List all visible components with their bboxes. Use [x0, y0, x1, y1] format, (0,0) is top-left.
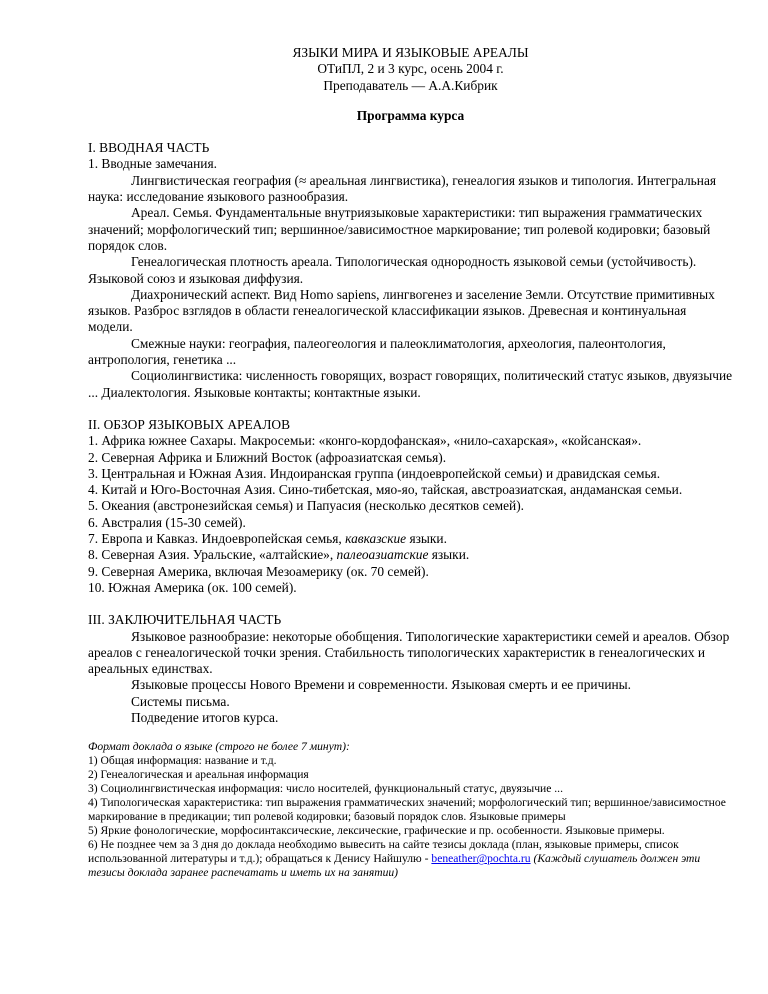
report-format-title: Формат доклада о языке (строго не более 7 минут): [88, 740, 350, 754]
item-text: 8. Северная Азия. Уральские, «алтайские», [88, 547, 337, 563]
list-item: 1) Общая информация: название и т.д. [88, 754, 277, 768]
item-italic-text: кавказские [345, 531, 407, 547]
section-intro [88, 140, 733, 401]
paragraph: Подведение итогов курса. [131, 709, 279, 725]
section-conclusion [88, 612, 733, 726]
list-item: 4) Типологическая характеристика: тип выражения грамматических значений; морфологический тип; вершинное/зависимостное маркирование в предикации; тип ролевой кодировки; базовый порядок слов. Языковые примеры [88, 796, 726, 824]
list-item: 2. Северная Африка и Ближний Восток (афроазиатская семья). [88, 449, 447, 465]
item-text: языки. [406, 531, 447, 547]
list-item: 2) Генеалогическая и ареальная информация [88, 768, 309, 782]
email-link[interactable]: beneather@pochta.ru [431, 852, 531, 866]
document-page [88, 45, 733, 880]
section-intro-subtitle: 1. Вводные замечания. [88, 156, 217, 172]
report-format [88, 740, 733, 880]
list-item: 6. Австралия (15-30 семей). [88, 514, 246, 530]
list-item: 5. Океания (австронезийская семья) и Папуасия (несколько десятков семей). [88, 498, 525, 514]
section-areas [88, 417, 733, 596]
paragraph: Языковое разнообразие: некоторые обобщения. Типологические характеристики семей и ареалов. Обзор ареалов с генеалогической точки зрения. Стабильность типологических характеристик в генеалогических и ареальных единствах. [88, 628, 730, 677]
item-text: 7. Европа и Кавказ. Индоевропейская семья, [88, 531, 346, 547]
list-item: 4. Китай и Юго-Восточная Азия. Сино-тибетская, мяо-яо, тайская, австроазиатская, андаманская семьи. [88, 482, 683, 498]
paragraph: Социолингвистика: численность говорящих, возраст говорящих, политический статус языков, двуязычие ... Диалектология. Языковые контакты; контактные языки. [88, 368, 733, 400]
item-italic-text: палеоазиатские [336, 547, 429, 563]
course-subtitle: ОТиПЛ, 2 и 3 курс, осень 2004 г. [317, 61, 504, 77]
paragraph: Диахронический аспект. Вид Homo sapiens, лингвогенез и заселение Земли. Отсутствие примитивных языков. Разброс взглядов в области генеалогической классификации языков. Древесная и континуальная модели. [88, 286, 715, 335]
list-item: 5) Яркие фонологические, морфосинтаксические, лексические, графические и пр. особенности. Языковые примеры. [88, 824, 665, 838]
item-text: 6) Не позднее чем за 3 дня до доклада необходимо вывесить на сайте тезисы доклада (план, языковые примеры, список использованной литературы и т.д.); обращаться к Денису Найшулю - [88, 838, 679, 866]
paragraph: Смежные науки: география, палеогеология и палеоклиматология, археология, палеонтология, антропология, генетика ... [88, 335, 666, 368]
list-item: 3) Социолингвистическая информация: число носителей, функциональный статус, двуязычие ... [88, 782, 563, 796]
list-item [88, 547, 733, 563]
list-item [88, 838, 733, 880]
paragraph: Ареал. Семья. Фундаментальные внутриязыковые характеристики: тип выражения грамматических значений; морфологический тип; вершинное/зависимостное маркирование; тип ролевой кодировки; базовый порядок слов. [88, 205, 711, 253]
program-heading: Программа курса [356, 107, 465, 123]
section-conclusion-title: III. ЗАКЛЮЧИТЕЛЬНАЯ ЧАСТЬ [88, 612, 282, 628]
section-areas-title: II. ОБЗОР ЯЗЫКОВЫХ АРЕАЛОВ [88, 416, 291, 432]
paragraph: Языковые процессы Нового Времени и современности. Языковая смерть и ее причины. [131, 677, 631, 693]
list-item: 1. Африка южнее Сахары. Макросемьи: «конго-кордофанская», «нило-сахарская», «койсанская». [88, 433, 642, 449]
item-text: языки. [428, 547, 470, 563]
list-item: 3. Центральная и Южная Азия. Индоиранская группа (индоевропейской семьи) и дравидская семья. [88, 465, 661, 481]
paragraph: Генеалогическая плотность ареала. Типологическая однородность языковой семьи (устойчивость). Языковой союз и языковая диффузия. [88, 254, 697, 286]
list-item: 10. Южная Америка (ок. 100 семей). [88, 579, 297, 595]
paragraph: Лингвистическая география (≈ ареальная лингвистика), генеалогия языков и типология. Интегральная наука: исследование языкового разнообразия. [88, 172, 717, 205]
section-intro-title: I. ВВОДНАЯ ЧАСТЬ [88, 140, 210, 156]
item-italic-text: (Каждый слушатель должен эти тезисы доклада заранее распечатать и иметь их на занятии) [88, 852, 701, 880]
list-item: 9. Северная Америка, включая Мезоамерику (ок. 70 семей). [88, 563, 429, 579]
course-title: ЯЗЫКИ МИРА И ЯЗЫКОВЫЕ АРЕАЛЫ [292, 45, 529, 60]
paragraph: Системы письма. [131, 693, 230, 709]
teacher-line: Преподаватель — А.А.Кибрик [323, 77, 498, 93]
document-header [88, 45, 733, 124]
list-item [88, 531, 733, 547]
